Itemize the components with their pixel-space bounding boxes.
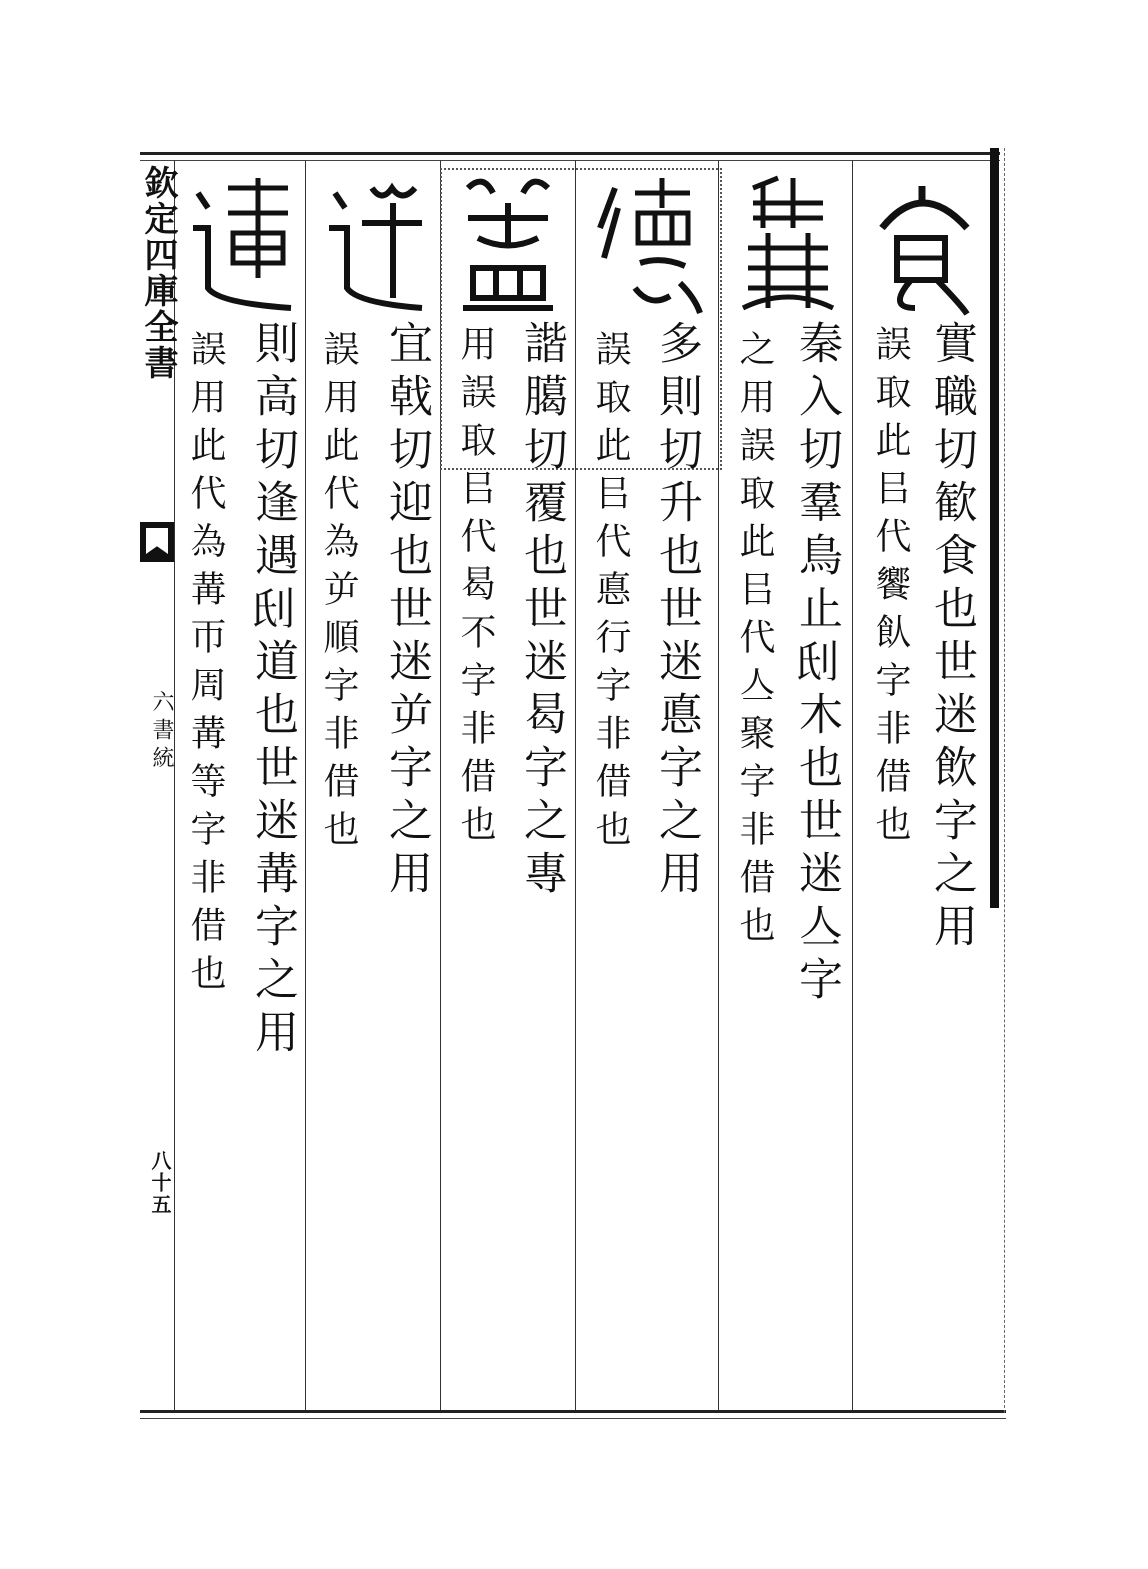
entry-definition: 宜戟切迎也世迷屰字之用	[381, 320, 432, 903]
frame-top-rule-inner	[140, 160, 1000, 161]
entry-note: 誤取此㠯代悳行字非借也	[590, 330, 631, 858]
seal-glyph-ji	[733, 168, 843, 318]
entry-note: 誤用此代為冓帀周冓等字非借也	[185, 330, 226, 1002]
seal-glyph-gou	[183, 168, 298, 318]
frame-bottom-rule	[140, 1410, 1006, 1413]
book-title: 欽定四庫全書	[138, 165, 178, 381]
seal-headword-2	[728, 168, 848, 318]
seal-glyph-ni	[317, 168, 429, 318]
seal-glyph-gai	[453, 168, 563, 318]
entry-note: 誤用此代為屰順字非借也	[318, 330, 359, 858]
entry-definition: 則高切逢遇𠛊道也世迷冓字之用	[247, 320, 298, 1062]
column-rule	[305, 160, 306, 1410]
entry-definition: 實職切歓食也世迷飲字之用	[926, 320, 977, 956]
section-title: 六書統	[149, 690, 174, 774]
entry-definition: 秦入切羣鳥止𠛊木也世迷亼字	[791, 320, 842, 1009]
entry-note: 之用誤取此㠯代亼聚字非借也	[734, 330, 775, 954]
entry-note: 用誤取㠯代曷不字非借也	[455, 325, 496, 853]
frame-right-border-thin	[1004, 148, 1005, 1413]
frame-right-border	[990, 148, 999, 908]
seal-glyph-shi	[867, 168, 977, 318]
entry-definition: 諧臈切覆也世迷曷字之專	[516, 320, 567, 903]
column-rule	[852, 160, 853, 1410]
page-number: 八十五	[148, 1150, 172, 1216]
seal-glyph-de	[590, 168, 705, 318]
seal-headword-6	[180, 168, 300, 318]
entry-note: 誤取此㠯代饗飤字非借也	[870, 325, 911, 853]
entry-definition: 多則切升也世迷悳字之用	[651, 320, 702, 903]
seal-headword-4	[448, 168, 568, 318]
frame-bottom-rule-inner	[140, 1418, 1006, 1419]
seal-headword-1	[862, 168, 982, 318]
seal-headword-3	[585, 168, 710, 318]
seal-headword-5	[312, 168, 434, 318]
frame-top-rule	[140, 152, 1000, 155]
